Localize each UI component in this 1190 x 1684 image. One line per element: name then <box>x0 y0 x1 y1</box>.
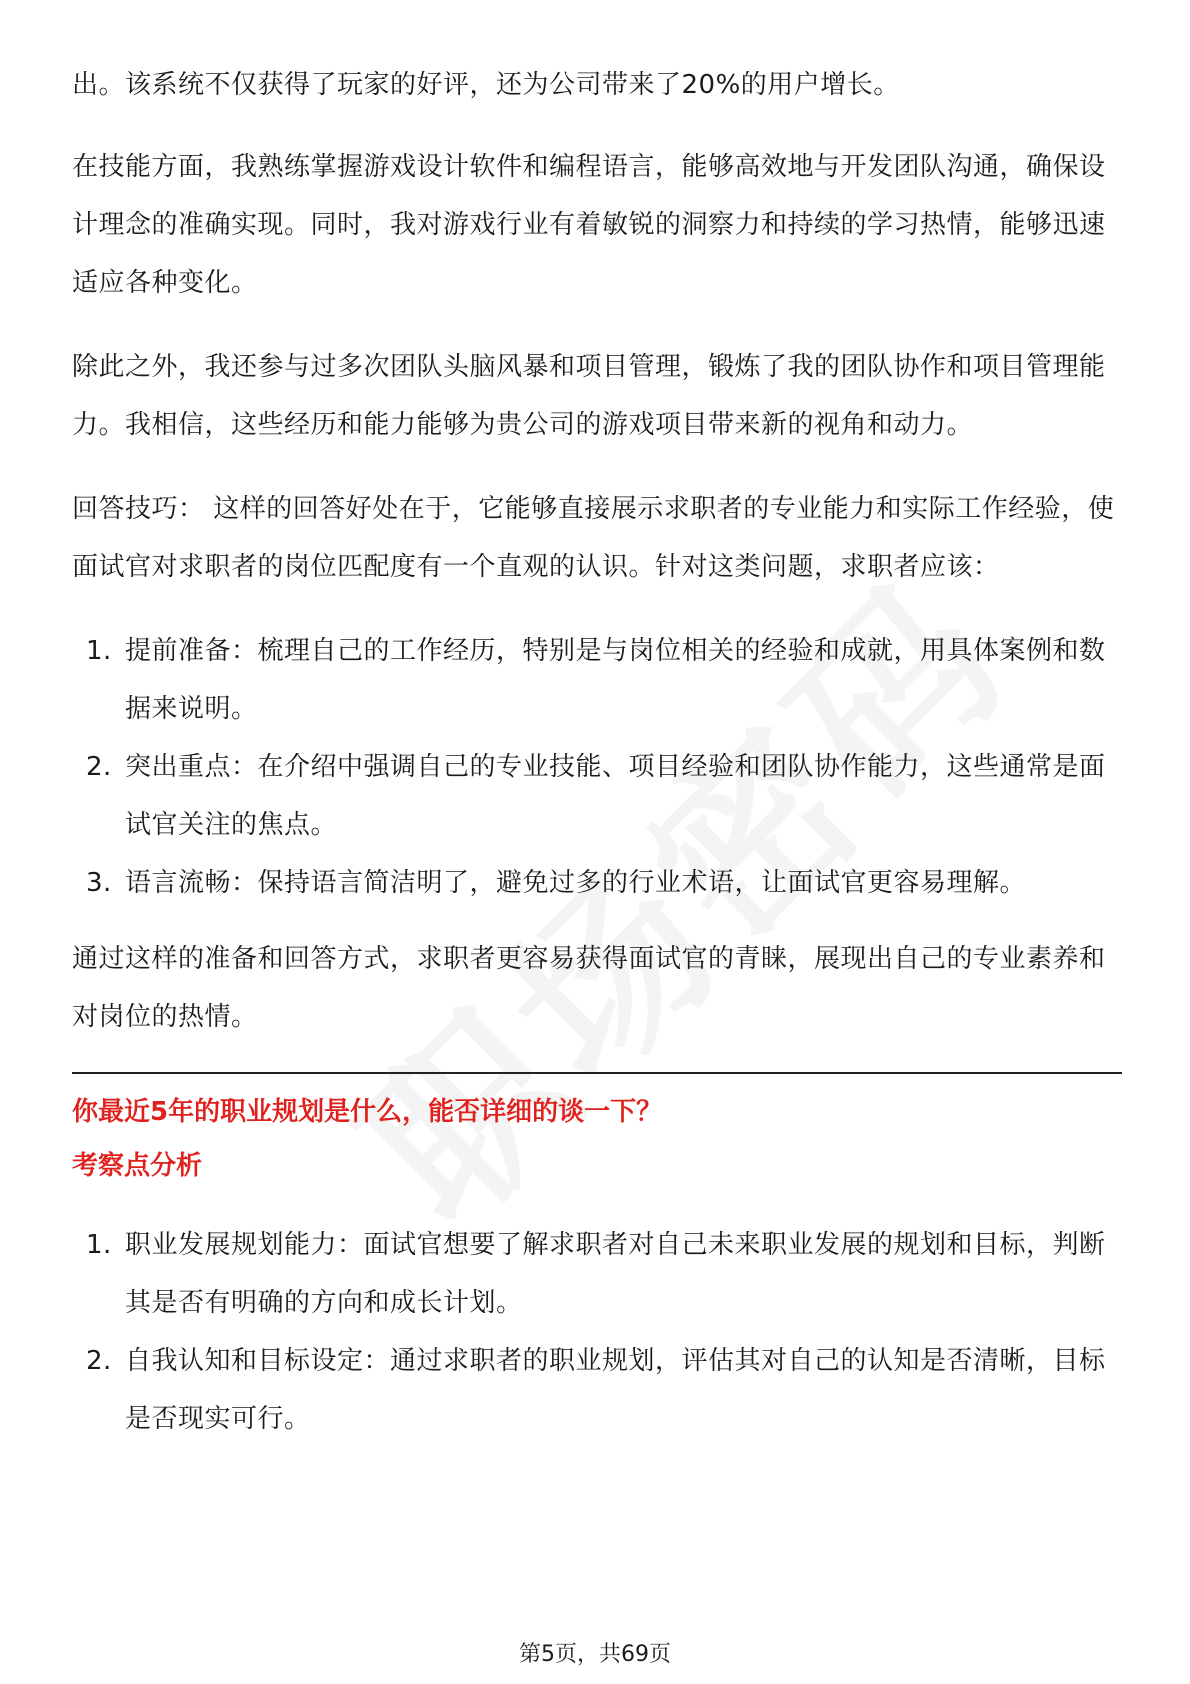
paragraph: 出。该系统不仅获得了玩家的好评，还为公司带来了20%的用户增长。 <box>72 70 900 100</box>
paragraph: 除此之外，我还参与过多次团队头脑风暴和项目管理，锻炼了我的团队协作和项目管理能力。我相信，这些经历和能力能够为贵公司的游戏项目带来新的视角和动力。 <box>72 352 1106 440</box>
list-item <box>72 1216 1122 1332</box>
list-number: 2. <box>86 1346 112 1376</box>
paragraph: 在技能方面，我熟练掌握游戏设计软件和编程语言，能够高效地与开发团队沟通，确保设计理念的准确实现。同时，我对游戏行业有着敏锐的洞察力和持续的学习热情，能够迅速适应各种变化。 <box>72 152 1106 298</box>
question-heading: 你最近5年的职业规划是什么，能否详细的谈一下？ <box>72 1097 663 1127</box>
section-divider <box>72 1072 1122 1074</box>
answer-tips-paragraph: 回答技巧： 这样的回答好处在于，它能够直接展示求职者的专业能力和实际工作经验，使面试官对求职者的岗位匹配度有一个直观的认识。针对这类问题，求职者应该： <box>72 494 1115 582</box>
list-item-text: 自我认知和目标设定：通过求职者的职业规划，评估其对自己的认知是否清晰，目标是否现实可行。 <box>125 1346 1106 1434</box>
analysis-heading: 考察点分析 <box>72 1151 203 1181</box>
closing-paragraph: 通过这样的准备和回答方式，求职者更容易获得面试官的青睐，展现出自己的专业素养和对岗位的热情。 <box>72 944 1106 1032</box>
list-number: 2. <box>86 752 112 782</box>
page-number-footer: 第5页，共69页 <box>519 1642 671 1667</box>
list-number: 1. <box>86 1230 112 1260</box>
list-item-text: 提前准备：梳理自己的工作经历，特别是与岗位相关的经验和成就，用具体案例和数据来说明。 <box>125 636 1106 724</box>
tips-list <box>72 622 1122 912</box>
list-number: 1. <box>86 636 112 666</box>
page-content <box>72 56 1122 1466</box>
list-item <box>72 1332 1122 1448</box>
list-item-text: 职业发展规划能力：面试官想要了解求职者对自己未来职业发展的规划和目标，判断其是否有明确的方向和成长计划。 <box>125 1230 1106 1318</box>
list-item <box>72 738 1122 854</box>
analysis-list <box>72 1216 1122 1448</box>
list-item <box>72 854 1122 912</box>
list-number: 3. <box>86 868 112 898</box>
list-item <box>72 622 1122 738</box>
list-item-text: 突出重点：在介绍中强调自己的专业技能、项目经验和团队协作能力，这些通常是面试官关注的焦点。 <box>125 752 1106 840</box>
list-item-text: 语言流畅：保持语言简洁明了，避免过多的行业术语，让面试官更容易理解。 <box>125 868 1027 898</box>
